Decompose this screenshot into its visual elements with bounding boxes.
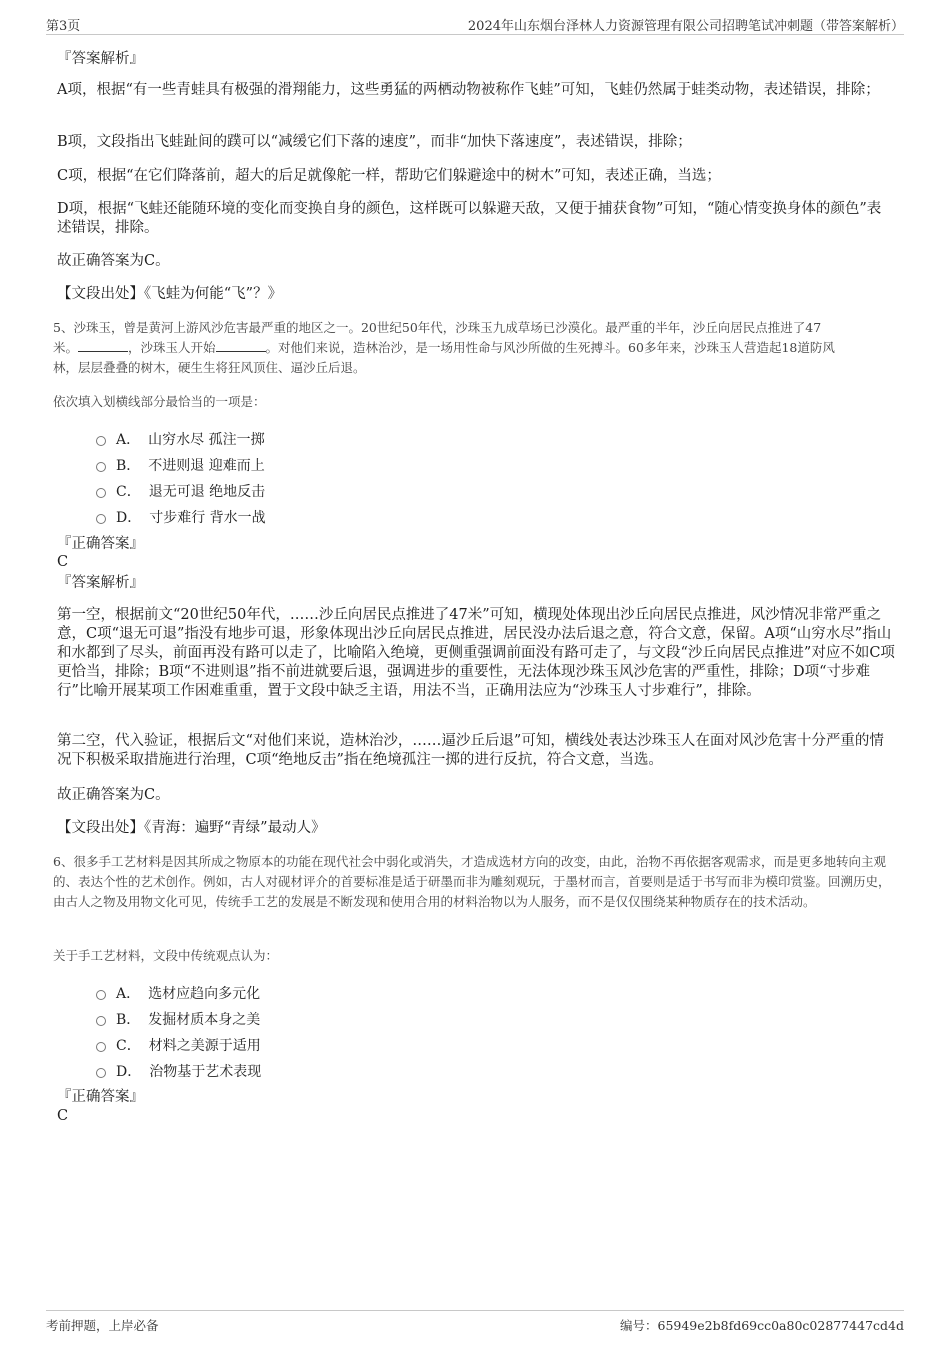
q6-stem: 6、很多手工艺材料是因其所成之物原本的功能在现代社会中弱化或消失，才造成选材方向的改变，由此，治物不再依据客观需求，而是更多地转向主观的、表达个性的艺术创作。例如，古人对砚材评介的首要标准是适于研墨而非为雕刻观玩，于墨材而言，首要则是适于书写而非为模印赏鉴。回溯历史，由古人之物及用物文化可见，传统手工艺的发展是不断发现和使用合用的材料治物以为人服务，而不是仅仅围绕某种物质存在的技术活动。: [53, 854, 891, 909]
q5-analysis-2: 第二空，代入验证，根据后文“对他们来说，造林治沙，……逼沙丘后退”可知，横线处表达沙珠玉人在面对风沙危害十分严重的情况下积极采取措施进行治理，C项“绝地反击”指在绝境孤注一掷的进行反抗，符合文意，当选。: [57, 733, 884, 768]
q5-conclusion: 故正确答案为C。: [57, 787, 170, 803]
q5-option-d[interactable]: D． 寸步难行 背水一战: [96, 507, 266, 527]
radio-icon[interactable]: [96, 514, 106, 524]
page-number: 第3页: [46, 19, 81, 34]
footer-slogan: 考前押题，上岸必备: [46, 1318, 159, 1333]
q5-stem: [53, 318, 898, 378]
q4-conclusion: 故正确答案为C。: [57, 253, 170, 269]
radio-icon[interactable]: [96, 1042, 106, 1052]
q5-source: 【文段出处】《青海：遍野“青绿”最动人》: [57, 820, 326, 836]
q5-analysis-1: 第一空，根据前文“20世纪50年代，……沙丘向居民点推进了47米”可知，横现处体现出沙丘向居民点推进，风沙情况非常严重之意，C项“退无可退”指没有地步可退，形象体现出沙丘向居民点推进，居民没办法后退之意，符合文意，保留。A项“山穷水尽”指山和水都到了尽头，前面再没有路可以走了，比喻陷入绝境，更侧重强调前面没有路可走了，与文段“沙丘向居民点推进”对应不如C项更恰当，排除；B项“不进则退”指不前进就要后退，强调进步的重要性，无法体现沙珠玉风沙危害的严重性，排除；D项“寸步难行”比喻开展某项工作困难重重，置于文段中缺乏主语，用法不当，正确用法应为“沙珠玉人寸步难行”，排除。: [57, 607, 895, 699]
radio-icon[interactable]: [96, 462, 106, 472]
radio-icon[interactable]: [96, 990, 106, 1000]
blank-1: [78, 339, 128, 352]
page-footer: [46, 1310, 904, 1335]
q4-source: 【文段出处】《飞蛙为何能“飞”？》: [57, 286, 283, 302]
q6-option-c[interactable]: C． 材料之美源于适用: [96, 1035, 261, 1055]
q6-answer-label: 『正确答案』: [57, 1089, 144, 1105]
q6-option-b[interactable]: B． 发掘材质本身之美: [96, 1009, 260, 1029]
radio-icon[interactable]: [96, 488, 106, 498]
q6-option-d[interactable]: D． 治物基于艺术表现: [96, 1061, 261, 1081]
q6-prompt: 关于手工艺材料，文段中传统观点认为：: [53, 948, 279, 963]
q5-stem-line2: 米。 ，沙珠玉人开始 。对他们来说，造林治沙，是一场用性命与风沙所做的生死搏斗。60多年来，沙珠玉人营造起18道防风: [53, 340, 835, 355]
q5-answer: C: [57, 554, 69, 570]
blank-2: [216, 339, 266, 352]
q4-analysis-c: C项，根据“在它们降落前，超大的后足就像舵一样，帮助它们躲避途中的树木”可知，表述正确，当选；: [57, 168, 721, 184]
radio-icon[interactable]: [96, 1016, 106, 1026]
q5-stem-line3: 林，层层叠叠的树木，硬生生将狂风顶住、逼沙丘后退。: [53, 360, 366, 375]
radio-icon[interactable]: [96, 1068, 106, 1078]
document-id: 编号：65949e2b8fd69cc0a80c02877447cd4d: [620, 1318, 904, 1333]
q5-analysis-label: 『答案解析』: [57, 575, 144, 591]
q6-answer: C: [57, 1108, 69, 1124]
page-header: [46, 12, 904, 35]
q5-option-a[interactable]: A． 山穷水尽 孤注一掷: [96, 429, 265, 449]
q5-option-b[interactable]: B． 不进则退 迎难而上: [96, 455, 265, 475]
q5-stem-line1: 5、沙珠玉，曾是黄河上游风沙危害最严重的地区之一。20世纪50年代，沙珠玉九成草场已沙漠化。最严重的半年，沙丘向居民点推进了47: [53, 320, 822, 335]
document-title: 2024年山东烟台泽林人力资源管理有限公司招聘笔试冲刺题（带答案解析）: [467, 19, 904, 34]
q4-analysis-d: D项，根据“飞蛙还能随环境的变化而变换自身的颜色，这样既可以躲避天敌，又便于捕获食物”可知，“随心情变换身体的颜色”表述错误，排除。: [57, 201, 882, 236]
q5-answer-label: 『正确答案』: [57, 536, 144, 552]
q6-option-a[interactable]: A． 选材应趋向多元化: [96, 983, 260, 1003]
q4-analysis-label: 『答案解析』: [57, 51, 144, 67]
q4-analysis-a: A项，根据“有一些青蛙具有极强的滑翔能力，这些勇猛的两栖动物被称作飞蛙”可知，飞蛙仍然属于蛙类动物，表述错误，排除；: [57, 82, 880, 98]
q4-analysis-b: B项，文段指出飞蛙趾间的蹼可以“减缓它们下落的速度”，而非“加快下落速度”，表述错误，排除；: [57, 134, 692, 150]
q5-option-c[interactable]: C． 退无可退 绝地反击: [96, 481, 265, 501]
q5-prompt: 依次填入划横线部分最恰当的一项是：: [53, 394, 266, 409]
radio-icon[interactable]: [96, 436, 106, 446]
